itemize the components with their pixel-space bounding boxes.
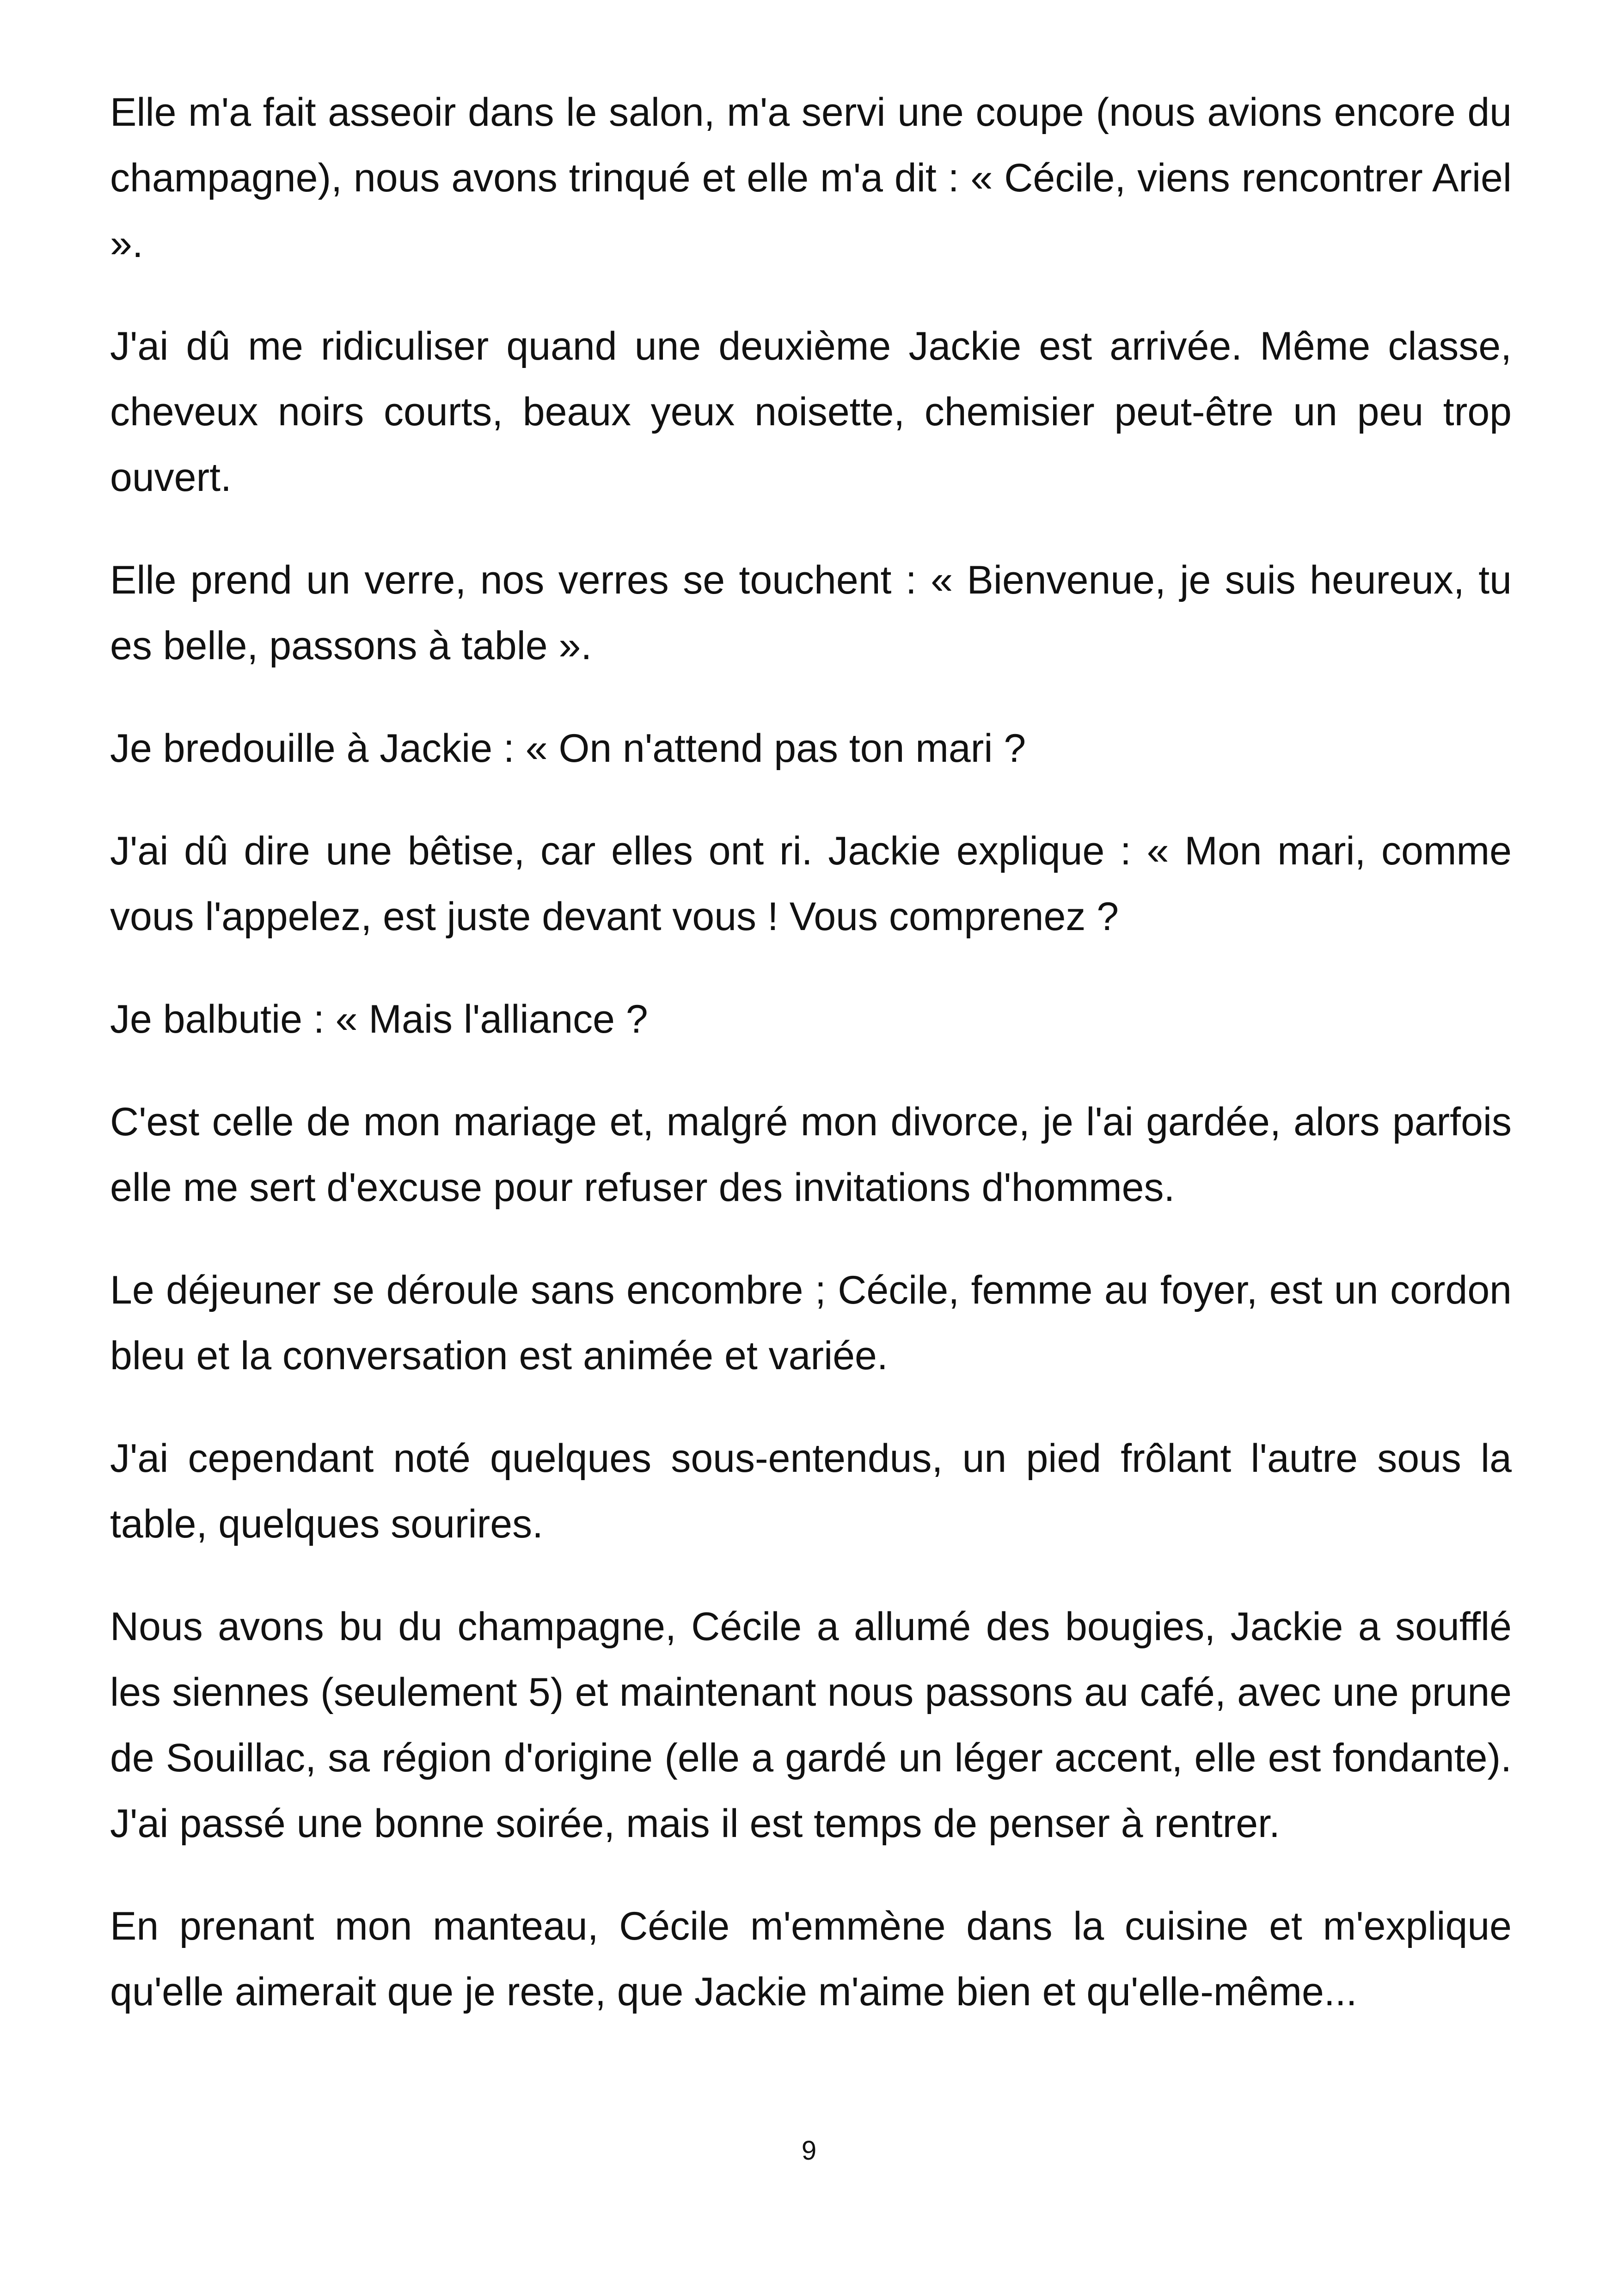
paragraph: Le déjeuner se déroule sans encombre ; Cécile, femme au foyer, est un cordon bleu et la conversation est animée et variée. [110,1268,1512,1378]
paragraph: J'ai cependant noté quelques sous-entendus, un pied frôlant l'autre sous la table, quelques sourires. [110,1436,1512,1546]
paragraph: Nous avons bu du champagne, Cécile a allumé des bougies, Jackie a soufflé les siennes (seulement 5) et maintenant nous passons au café, avec une prune de Souillac, sa région d'origine (elle a gardé un léger accent, elle est fondante). J'ai passé une bonne soirée, mais il est temps de penser à rentrer. [110,1604,1512,1846]
paragraph: En prenant mon manteau, Cécile m'emmène dans la cuisine et m'explique qu'elle aimerait que je reste, que Jackie m'aime bien et qu'elle-même... [110,1904,1512,2014]
page-number: 9 [801,2136,817,2166]
paragraph: Elle m'a fait asseoir dans le salon, m'a servi une coupe (nous avions encore du champagne), nous avons trinqué et elle m'a dit : « Cécile, viens rencontrer Ariel ». [110,90,1512,266]
paragraph: C'est celle de mon mariage et, malgré mon divorce, je l'ai gardée, alors parfois elle me sert d'excuse pour refuser des invitations d'hommes. [110,1100,1512,1210]
paragraph: J'ai dû me ridiculiser quand une deuxième Jackie est arrivée. Même classe, cheveux noirs courts, beaux yeux noisette, chemisier peut-être un peu trop ouvert. [110,324,1512,500]
paragraph: Elle prend un verre, nos verres se touchent : « Bienvenue, je suis heureux, tu es belle, passons à table ». [110,558,1512,668]
paragraph: Je bredouille à Jackie : « On n'attend pas ton mari ? [110,726,1026,771]
paragraph: J'ai dû dire une bêtise, car elles ont ri. Jackie explique : « Mon mari, comme vous l'appelez, est juste devant vous ! Vous comprenez ? [110,829,1512,939]
document-body [110,80,1512,2025]
paragraph: Je balbutie : « Mais l'alliance ? [110,997,648,1041]
